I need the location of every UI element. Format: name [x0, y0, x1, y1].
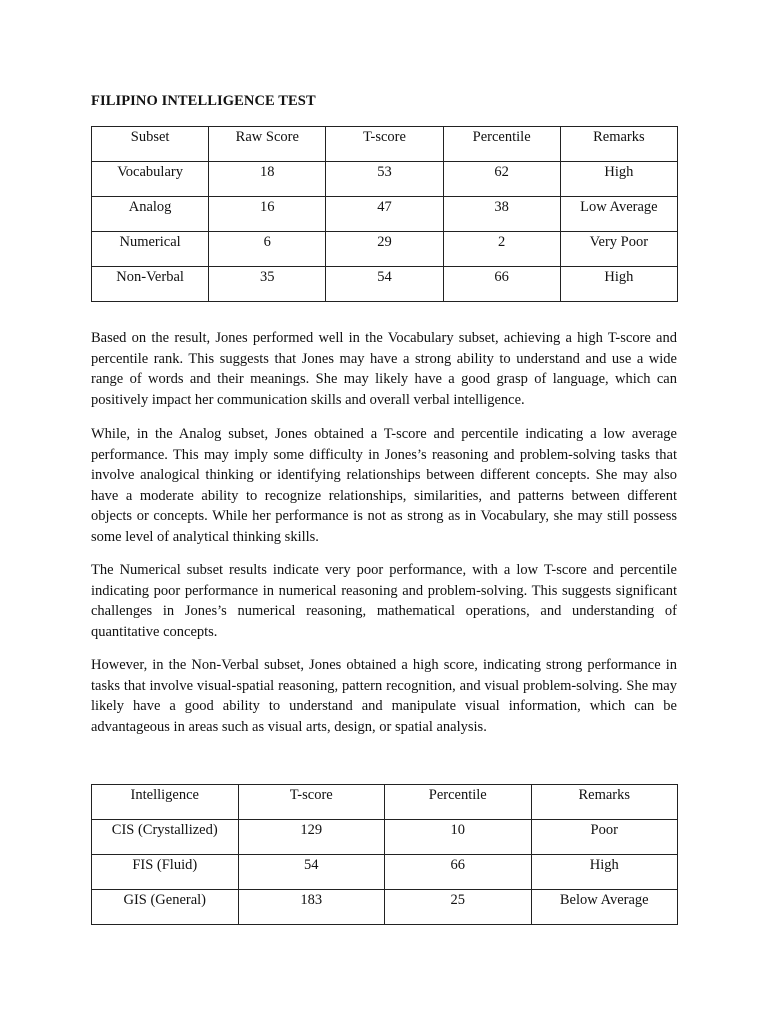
header-cell: Intelligence: [92, 785, 239, 820]
table-cell: Below Average: [531, 890, 678, 925]
table-cell: 38: [443, 197, 560, 232]
table-header-row: [92, 785, 678, 820]
table-row: [92, 162, 678, 197]
table-cell: 10: [385, 820, 532, 855]
table-cell: 54: [326, 267, 443, 302]
table-cell: GIS (General): [92, 890, 239, 925]
table-row: [92, 267, 678, 302]
table-cell: 18: [209, 162, 326, 197]
paragraph-numerical: The Numerical subset results indicate very poor performance, with a low T-score and percentile indicating poor performance in numerical reasoning and problem-solving. This suggests significant challenges in Jones’s numerical reasoning, mathematical operations, and understanding of quantitative concepts.: [91, 562, 677, 640]
table-row: [92, 855, 678, 890]
subset-scores-table: [91, 126, 678, 302]
table-row: [92, 820, 678, 855]
paragraph-non-verbal: However, in the Non-Verbal subset, Jones obtained a high score, indicating strong performance in tasks that involve visual-spatial reasoning, pattern recognition, and visual problem-solving. She may likely have a good ability to understand and manipulate visual information, which can be advantageous in areas such as visual arts, design, or spatial analysis.: [91, 657, 677, 735]
table-cell: Vocabulary: [92, 162, 209, 197]
table-cell: 66: [385, 855, 532, 890]
table-cell: 25: [385, 890, 532, 925]
table-cell: Non-Verbal: [92, 267, 209, 302]
table-cell: 54: [238, 855, 385, 890]
table-row: [92, 232, 678, 267]
table-cell: Numerical: [92, 232, 209, 267]
table-cell: High: [560, 162, 677, 197]
table-cell: Low Average: [560, 197, 677, 232]
table-cell: 29: [326, 232, 443, 267]
table-cell: 62: [443, 162, 560, 197]
table-cell: 16: [209, 197, 326, 232]
table-cell: Poor: [531, 820, 678, 855]
header-cell: Raw Score: [209, 127, 326, 162]
table-cell: 66: [443, 267, 560, 302]
header-cell: Remarks: [531, 785, 678, 820]
header-cell: Percentile: [385, 785, 532, 820]
intelligence-summary-table: [91, 784, 678, 925]
table-cell: High: [560, 267, 677, 302]
paragraph-vocabulary: Based on the result, Jones performed well in the Vocabulary subset, achieving a high T-score and percentile rank. This suggests that Jones may have a strong ability to understand and use a wide range of words and their meanings. She may likely have a good grasp of language, which can positively impact her communication skills and overall verbal intelligence.: [91, 330, 677, 408]
header-cell: Percentile: [443, 127, 560, 162]
table-cell: 47: [326, 197, 443, 232]
header-cell: T-score: [238, 785, 385, 820]
header-cell: Remarks: [560, 127, 677, 162]
table-cell: Very Poor: [560, 232, 677, 267]
table-cell: 35: [209, 267, 326, 302]
table-cell: Analog: [92, 197, 209, 232]
table-cell: 53: [326, 162, 443, 197]
table-cell: 2: [443, 232, 560, 267]
paragraph-analog: While, in the Analog subset, Jones obtained a T-score and percentile indicating a low average performance. This may imply some difficulty in Jones’s reasoning and problem-solving tasks that involve analogical thinking or identifying relationships between different concepts. She may also have a moderate ability to recognize relationships, similarities, and patterns between different objects or concepts. While her performance is not as strong as in Vocabulary, she may still possess some level of analytical thinking skills.: [91, 426, 677, 545]
table-cell: 129: [238, 820, 385, 855]
document-title: FILIPINO INTELLIGENCE TEST: [91, 93, 316, 109]
table-cell: High: [531, 855, 678, 890]
table-cell: FIS (Fluid): [92, 855, 239, 890]
table-cell: 183: [238, 890, 385, 925]
table-cell: CIS (Crystallized): [92, 820, 239, 855]
table-row: [92, 890, 678, 925]
header-cell: Subset: [92, 127, 209, 162]
table-cell: 6: [209, 232, 326, 267]
table-header-row: [92, 127, 678, 162]
header-cell: T-score: [326, 127, 443, 162]
table-row: [92, 197, 678, 232]
